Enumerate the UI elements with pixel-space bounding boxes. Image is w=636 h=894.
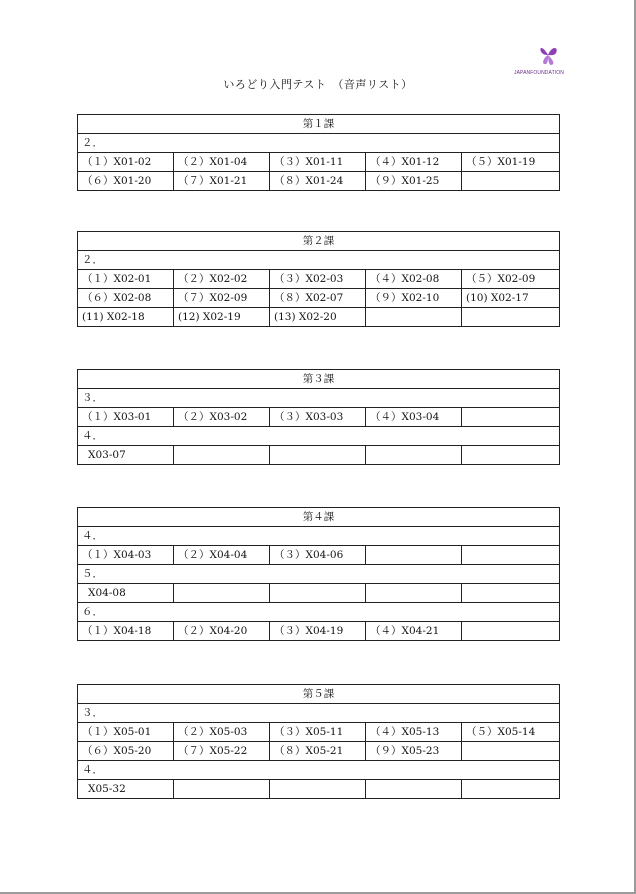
lesson-heading-row (78, 370, 560, 389)
section-label: ４． (78, 761, 560, 780)
audio-cell: （６）X01-20 (78, 172, 174, 191)
audio-cell (462, 408, 560, 427)
audio-cell: (10) X02-17 (462, 289, 560, 308)
audio-cell: （７）X02-09 (174, 289, 270, 308)
section-row (78, 251, 560, 270)
butterfly-logo-icon (538, 42, 560, 68)
audio-row (78, 153, 560, 172)
audio-cell (462, 742, 560, 761)
audio-cell: （２）X01-04 (174, 153, 270, 172)
audio-cell: （２）X02-02 (174, 270, 270, 289)
audio-cell: (12) X02-19 (174, 308, 270, 327)
audio-cell: （２）X03-02 (174, 408, 270, 427)
audio-cell: （１）X04-03 (78, 546, 174, 565)
audio-cell: （４）X02-08 (366, 270, 462, 289)
audio-cell: （１）X03-01 (78, 408, 174, 427)
section-row (78, 704, 560, 723)
audio-cell (366, 780, 462, 799)
section-label: ４． (78, 527, 560, 546)
audio-cell: (13) X02-20 (270, 308, 366, 327)
audio-cell: （２）X04-04 (174, 546, 270, 565)
logo-text: JAPANFOUNDATION (514, 70, 564, 76)
audio-cell: （２）X05-03 (174, 723, 270, 742)
audio-cell (366, 308, 462, 327)
audio-cell (366, 584, 462, 603)
audio-cell (174, 584, 270, 603)
audio-cell (366, 546, 462, 565)
lesson-heading: 第１課 (78, 115, 560, 134)
audio-cell: （４）X04-21 (366, 622, 462, 641)
section-row (78, 134, 560, 153)
audio-cell: （８）X05-21 (270, 742, 366, 761)
lesson-heading: 第５課 (78, 685, 560, 704)
audio-cell (462, 622, 560, 641)
audio-cell: （６）X02-08 (78, 289, 174, 308)
audio-cell: （３）X04-06 (270, 546, 366, 565)
audio-cell: （８）X02-07 (270, 289, 366, 308)
audio-row (78, 308, 560, 327)
audio-cell (462, 546, 560, 565)
audio-row (78, 622, 560, 641)
lesson-table (77, 114, 560, 191)
audio-row (78, 446, 560, 465)
audio-cell: X04-08 (78, 584, 174, 603)
audio-cell: （３）X02-03 (270, 270, 366, 289)
audio-cell: （５）X05-14 (462, 723, 560, 742)
audio-cell (462, 584, 560, 603)
section-label: ２． (78, 134, 560, 153)
audio-cell: （７）X05-22 (174, 742, 270, 761)
audio-row (78, 172, 560, 191)
section-label: ６． (78, 603, 560, 622)
audio-cell (462, 780, 560, 799)
audio-cell (462, 172, 560, 191)
audio-cell: （４）X03-04 (366, 408, 462, 427)
audio-cell: （１）X02-01 (78, 270, 174, 289)
japan-foundation-logo (514, 42, 562, 80)
lesson-heading: 第３課 (78, 370, 560, 389)
audio-cell (174, 780, 270, 799)
audio-row (78, 546, 560, 565)
lesson-heading: 第２課 (78, 232, 560, 251)
audio-row (78, 584, 560, 603)
audio-cell: （９）X02-10 (366, 289, 462, 308)
lesson-table (77, 231, 560, 327)
audio-cell (270, 780, 366, 799)
audio-cell: （４）X05-13 (366, 723, 462, 742)
section-row (78, 527, 560, 546)
document-title: いろどり入門テスト （音声リスト） (223, 78, 413, 91)
audio-cell (174, 446, 270, 465)
lesson-heading: 第４課 (78, 508, 560, 527)
section-row (78, 565, 560, 584)
section-label: ２． (78, 251, 560, 270)
audio-row (78, 723, 560, 742)
audio-cell: （３）X01-11 (270, 153, 366, 172)
audio-cell: （２）X04-20 (174, 622, 270, 641)
lesson-table (77, 507, 560, 641)
section-label: ５． (78, 565, 560, 584)
lesson-heading-row (78, 508, 560, 527)
audio-cell (270, 584, 366, 603)
audio-cell: （９）X05-23 (366, 742, 462, 761)
section-row (78, 389, 560, 408)
lesson-heading-row (78, 232, 560, 251)
audio-cell (366, 446, 462, 465)
audio-row (78, 270, 560, 289)
lesson-heading-row (78, 115, 560, 134)
section-row (78, 761, 560, 780)
audio-cell: （６）X05-20 (78, 742, 174, 761)
audio-cell: （４）X01-12 (366, 153, 462, 172)
audio-cell: X03-07 (78, 446, 174, 465)
lesson-table (77, 369, 560, 465)
audio-row (78, 780, 560, 799)
section-row (78, 427, 560, 446)
audio-cell: （７）X01-21 (174, 172, 270, 191)
audio-cell: （５）X01-19 (462, 153, 560, 172)
section-label: ３． (78, 389, 560, 408)
audio-cell: （５）X02-09 (462, 270, 560, 289)
audio-cell: （８）X01-24 (270, 172, 366, 191)
audio-cell: （１）X04-18 (78, 622, 174, 641)
audio-cell: （３）X04-19 (270, 622, 366, 641)
lesson-table (77, 684, 560, 799)
audio-row (78, 408, 560, 427)
audio-cell (270, 446, 366, 465)
section-row (78, 603, 560, 622)
audio-cell: (11) X02-18 (78, 308, 174, 327)
audio-cell: （９）X01-25 (366, 172, 462, 191)
audio-cell: （１）X01-02 (78, 153, 174, 172)
audio-cell: X05-32 (78, 780, 174, 799)
audio-cell: （３）X03-03 (270, 408, 366, 427)
lesson-heading-row (78, 685, 560, 704)
audio-row (78, 289, 560, 308)
audio-cell: （３）X05-11 (270, 723, 366, 742)
audio-row (78, 742, 560, 761)
audio-cell (462, 446, 560, 465)
section-label: ３． (78, 704, 560, 723)
audio-cell: （１）X05-01 (78, 723, 174, 742)
section-label: ４． (78, 427, 560, 446)
audio-cell (462, 308, 560, 327)
